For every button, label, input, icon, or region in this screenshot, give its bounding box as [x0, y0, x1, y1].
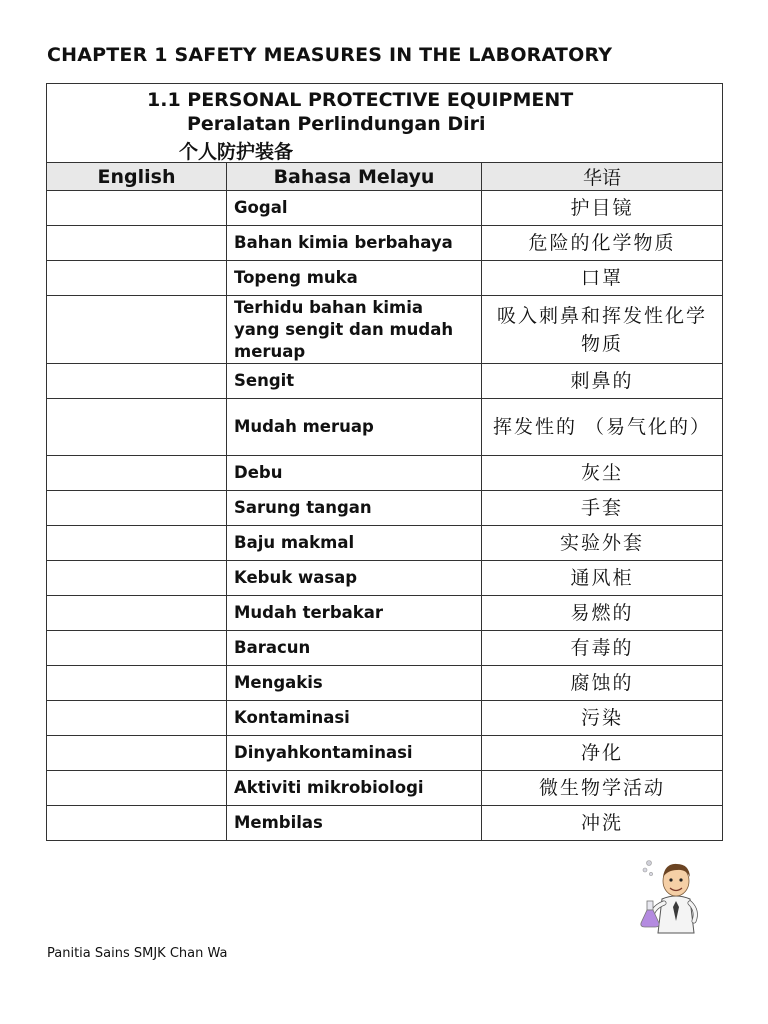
malay-term: Gogal — [227, 191, 482, 226]
english-answer-cell[interactable] — [47, 261, 227, 296]
chinese-term: 腐蚀的 — [482, 666, 723, 701]
table-row — [47, 191, 723, 226]
english-answer-cell[interactable] — [47, 701, 227, 736]
chinese-term: 口罩 — [482, 261, 723, 296]
table-row — [47, 491, 723, 526]
scientist-illustration — [638, 855, 704, 937]
chinese-term: 护目镜 — [482, 191, 723, 226]
chinese-term: 有毒的 — [482, 631, 723, 666]
malay-term: Topeng muka — [227, 261, 482, 296]
chapter-title: CHAPTER 1 SAFETY MEASURES IN THE LABORATORY — [47, 44, 613, 66]
english-answer-cell[interactable] — [47, 191, 227, 226]
chinese-term: 灰尘 — [482, 456, 723, 491]
chinese-term: 污染 — [482, 701, 723, 736]
chinese-term: 挥发性的 （易气化的） — [482, 399, 723, 456]
malay-term: Kebuk wasap — [227, 561, 482, 596]
section-title-chinese: 个人防护装备 — [179, 141, 294, 163]
english-answer-cell[interactable] — [47, 526, 227, 561]
header-english: English — [47, 163, 227, 191]
table-row — [47, 631, 723, 666]
malay-term: Mengakis — [227, 666, 482, 701]
english-answer-cell[interactable] — [47, 456, 227, 491]
english-answer-cell[interactable] — [47, 491, 227, 526]
chinese-term: 微生物学活动 — [482, 771, 723, 806]
table-row — [47, 364, 723, 399]
malay-term: Membilas — [227, 806, 482, 841]
english-answer-cell[interactable] — [47, 596, 227, 631]
english-answer-cell[interactable] — [47, 771, 227, 806]
table-row — [47, 296, 723, 364]
table-row — [47, 561, 723, 596]
english-answer-cell[interactable] — [47, 226, 227, 261]
chinese-term: 冲洗 — [482, 806, 723, 841]
chinese-term: 通风柜 — [482, 561, 723, 596]
english-answer-cell[interactable] — [47, 666, 227, 701]
header-bahasa-melayu: Bahasa Melayu — [227, 163, 482, 191]
english-answer-cell[interactable] — [47, 736, 227, 771]
chinese-term: 净化 — [482, 736, 723, 771]
column-header-row — [47, 163, 723, 191]
section-title-english: 1.1 PERSONAL PROTECTIVE EQUIPMENT — [147, 89, 574, 111]
table-row — [47, 736, 723, 771]
english-answer-cell[interactable] — [47, 561, 227, 596]
malay-term: Sengit — [227, 364, 482, 399]
table-row — [47, 226, 723, 261]
malay-term: Terhidu bahan kimia yang sengit dan mudah meruap — [227, 296, 482, 364]
english-answer-cell[interactable] — [47, 631, 227, 666]
malay-term: Dinyahkontaminasi — [227, 736, 482, 771]
english-answer-cell[interactable] — [47, 806, 227, 841]
malay-term: Baracun — [227, 631, 482, 666]
chinese-term: 实验外套 — [482, 526, 723, 561]
malay-term: Sarung tangan — [227, 491, 482, 526]
chinese-term: 吸入刺鼻和挥发性化学物质 — [482, 296, 723, 364]
section-title-row — [47, 84, 723, 163]
english-answer-cell[interactable] — [47, 364, 227, 399]
malay-term: Aktiviti mikrobiologi — [227, 771, 482, 806]
footer-text: Panitia Sains SMJK Chan Wa — [47, 946, 228, 961]
table-row — [47, 456, 723, 491]
malay-term: Kontaminasi — [227, 701, 482, 736]
table-row — [47, 526, 723, 561]
english-answer-cell[interactable] — [47, 399, 227, 456]
table-row — [47, 666, 723, 701]
vocabulary-table — [46, 83, 723, 841]
table-row — [47, 771, 723, 806]
section-title-cell — [47, 84, 723, 163]
english-answer-cell[interactable] — [47, 296, 227, 364]
chinese-term: 刺鼻的 — [482, 364, 723, 399]
chinese-term: 手套 — [482, 491, 723, 526]
malay-term: Bahan kimia berbahaya — [227, 226, 482, 261]
malay-term: Debu — [227, 456, 482, 491]
table-row — [47, 701, 723, 736]
header-chinese: 华语 — [482, 163, 723, 191]
table-row — [47, 399, 723, 456]
chinese-term: 危险的化学物质 — [482, 226, 723, 261]
table-row — [47, 596, 723, 631]
malay-term: Mudah meruap — [227, 399, 482, 456]
table-row — [47, 806, 723, 841]
malay-term: Mudah terbakar — [227, 596, 482, 631]
table-row — [47, 261, 723, 296]
section-title-malay: Peralatan Perlindungan Diri — [187, 113, 486, 135]
malay-term: Baju makmal — [227, 526, 482, 561]
chinese-term: 易燃的 — [482, 596, 723, 631]
